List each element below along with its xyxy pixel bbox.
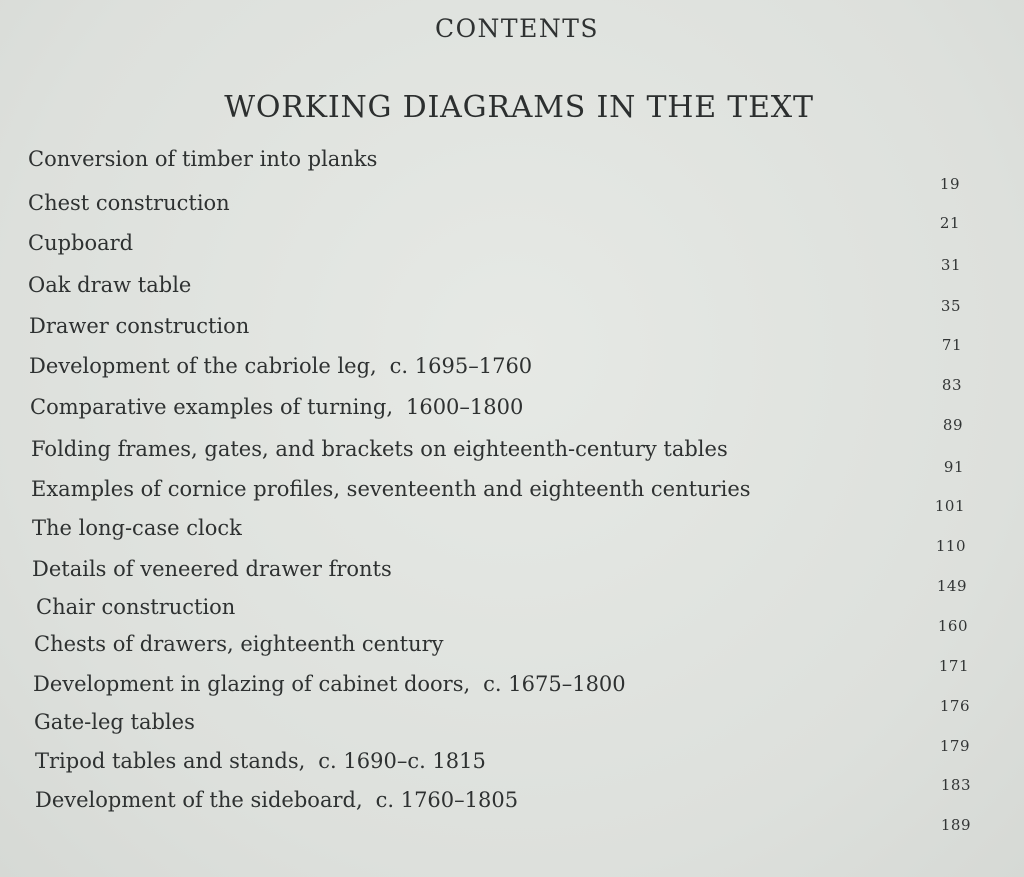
entry-title: Gate-leg tables [34, 710, 195, 734]
entry-title: Chair construction [36, 595, 236, 619]
entry-title: Details of veneered drawer fronts [32, 557, 392, 581]
entry-page-number: 183 [940, 776, 971, 794]
entry-page-number: 171 [938, 657, 969, 675]
entry-date: c. 1675–1800 [483, 672, 626, 696]
entry-title: Development in glazing of cabinet doors, c. 1675–1800 [33, 672, 626, 696]
entry-page-number: 91 [943, 458, 964, 476]
running-head: CONTENTS [434, 14, 600, 43]
entry-page-number: 35 [940, 297, 961, 315]
entry-page-number: 179 [939, 737, 970, 755]
section-title: WORKING DIAGRAMS IN THE TEXT [224, 90, 814, 125]
entry-page-number: 176 [939, 697, 970, 715]
entry-title: Tripod tables and stands, c. 1690–c. 1815 [35, 749, 486, 773]
entry-page-number: 19 [939, 175, 960, 193]
entry-title: Cupboard [28, 231, 134, 255]
entry-title: Chests of drawers, eighteenth century [34, 632, 444, 656]
entry-page-number: 83 [941, 376, 962, 394]
entry-page-number: 189 [940, 816, 971, 834]
entry-date: 1600–1800 [405, 395, 524, 419]
entry-title: Folding frames, gates, and brackets on eighteenth-century tables [31, 437, 728, 461]
entry-title: Chest construction [28, 191, 230, 215]
entry-page-number: 21 [939, 214, 960, 232]
entry-page-number: 89 [942, 416, 963, 434]
entry-title: Comparative examples of turning, 1600–1800 [30, 395, 524, 419]
entry-page-number: 110 [935, 537, 966, 555]
entry-title: Conversion of timber into planks [28, 147, 378, 171]
entry-page-number: 71 [941, 336, 962, 354]
entry-date: c. 1690–c. 1815 [318, 749, 486, 773]
entry-page-number: 160 [937, 617, 968, 635]
entry-page-number: 149 [936, 577, 967, 595]
entry-title: Development of the sideboard, c. 1760–1805 [35, 788, 519, 812]
entry-page-number: 31 [940, 256, 961, 274]
entry-title: Development of the cabriole leg, c. 1695–1760 [29, 354, 533, 378]
entry-page-number: 101 [934, 497, 965, 515]
entry-title: Oak draw table [28, 273, 192, 297]
entry-title: The long-case clock [32, 516, 242, 540]
entry-date: c. 1695–1760 [389, 354, 533, 378]
entry-date: c. 1760–1805 [375, 788, 519, 812]
entry-title: Examples of cornice profiles, seventeenth and eighteenth centuries [31, 477, 751, 501]
entry-title: Drawer construction [29, 314, 250, 338]
